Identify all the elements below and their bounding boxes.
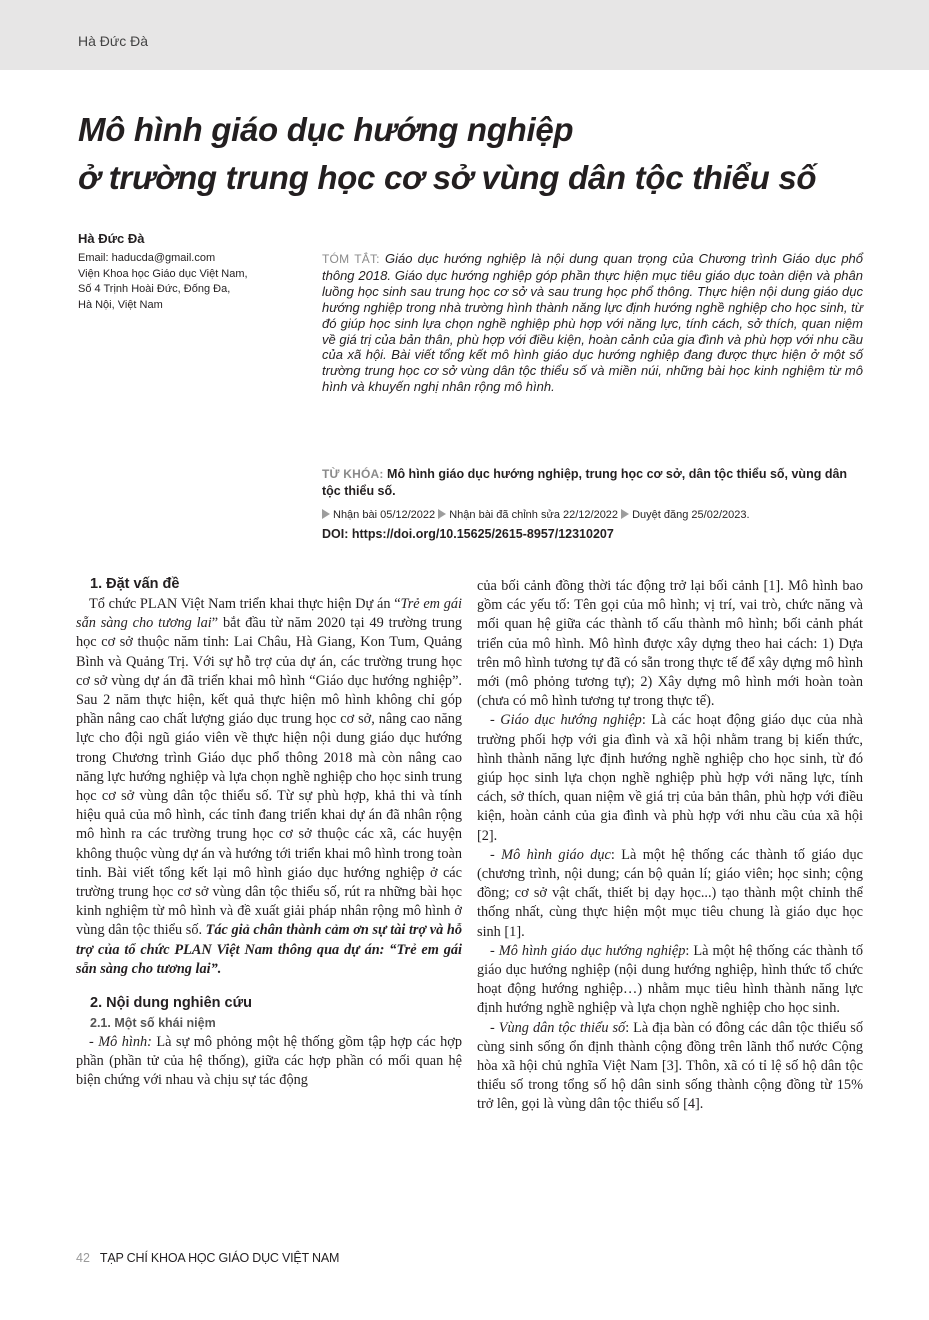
article-dates — [322, 508, 882, 522]
intro-paragraph — [76, 595, 462, 979]
term: - Vùng dân tộc thiểu số — [490, 1019, 626, 1036]
author-email: Email: haducda@gmail.com — [78, 252, 216, 264]
definition-career-education — [477, 711, 863, 845]
intro-text: ” bắt đầu từ năm 2020 tại 49 trường trung học cơ sở thuộc năm tỉnh: Lai Châu, Hà Giang, Kon Tum, Quảng Bình và Quảng Trị. Với sự hỗ trợ của dự án, các trường trung học cơ sở vùng dự án đã triển khai mô hình “Giáo dục hướng nghiệp”. Sau 2 năm thực hiện, kết quả thực hiện mô hình không chỉ góp phần nâng cao chất lượng giáo dục trung học cơ sở, nâng cao năng lực cho đội ngũ giáo viên về thực hiện nội dung giáo dục hướng trong Chương trình Giáo dục phổ thông 2018 mà còn nâng cao năng lực hướng nghiệp và lựa chọn nghề nghiệp cho học sinh trung học cơ sở vùng dân tộc thiểu số. Từ sự phù hợp, khả thi và tính hiệu quả của mô hình, các tỉnh đang triển khai dự án đã nhân rộng mô hình ra các trường trung học cơ sở thuộc các xã, các huyện không thuộc vùng dự án và hướng tới triển khai mô hình trong toàn tỉnh. Bài viết tổng kết lại mô hình giáo dục hướng nghiệp ở các trường trung học cơ sở vùng dân tộc thiểu số, rút ra những bài học kinh nghiệm từ mô hình và đề xuất giải pháp nhân rộng mô hình ở vùng dân tộc thiểu số. — [76, 615, 463, 939]
date-revised: Nhận bài đã chỉnh sửa 22/12/2022 — [449, 509, 619, 521]
definition-text: : Là các hoạt động giáo dục của nhà trường phối hợp với gia đình và xã hội nhằm trang bị kiến thức, hình thành năng lực định hướng nghề nghiệp cho học sinh, từ đó giúp học sinh lựa chọn nghề nghiệp phù hợp với năng lực, tính cách, sở thích, quan niệm về giá trị của bản thân, phù hợp với điều kiện, hoàn cảnh của gia đình và phù hợp với nhu cầu của xã hội [2]. — [477, 712, 863, 844]
date-accepted: Duyệt đăng 25/02/2023. — [632, 509, 750, 521]
doi-link[interactable]: DOI: https://doi.org/10.15625/2615-8957/12310207 — [322, 527, 614, 541]
abstract-label: TÓM TẮT: — [322, 252, 380, 266]
acknowledgement: Tác giả chân thành cảm ơn sự tài trợ và hỗ trợ của tổ chức PLAN Việt Nam thông qua dự án: “Trẻ em gái sẵn sàng cho tương lai”. — [76, 922, 462, 977]
term: - Giáo dục hướng nghiệp — [490, 712, 642, 729]
definition-ethnic-area — [477, 1019, 863, 1115]
author-affiliation-line: Hà Nội, Việt Nam — [78, 298, 163, 311]
arrow-right-icon — [322, 509, 330, 519]
definition-education-model — [477, 846, 863, 942]
term: - Mô hình: — [89, 1034, 152, 1051]
section-heading-2: 2. Nội dung nghiên cứu — [90, 995, 252, 1012]
title-line-2: ở trường trung học cơ sở vùng dân tộc thiểu số — [78, 159, 817, 196]
keywords-text: Mô hình giáo dục hướng nghiệp, trung học cơ sở, dân tộc thiểu số, vùng dân tộc thiểu số. — [322, 467, 848, 498]
arrow-right-icon — [621, 509, 629, 519]
author-affiliation-line: Số 4 Trịnh Hoài Đức, Đống Đa, — [78, 283, 231, 295]
term: - Mô hình giáo dục hướng nghiệp — [490, 942, 686, 959]
author-affiliation-line: Viện Khoa học Giáo dục Việt Nam, — [78, 267, 248, 280]
date-received: Nhận bài 05/12/2022 — [333, 509, 436, 521]
subsection-heading: 2.1. Một số khái niệm — [90, 1016, 216, 1031]
keywords-label: TỪ KHÓA: — [322, 467, 384, 481]
abstract-text: Giáo dục hướng nghiệp là nội dung quan trọng của Chương trình Giáo dục phổ thông 2018. Giáo dục hướng nghiệp góp phần thực hiện mục tiêu giáo dục toàn diện và phân luồng học sinh sau trung học cơ sở và sau trung học phổ thông. Thực hiện nội dung giáo dục hướng nghiệp trong nhà trường hình thành năng lực định hướng nghề nghiệp cho học sinh, từ đó giúp học sinh lựa chọn nghề nghiệp phù hợp với năng lực, tính cách, sở thích, quan niệm về giá trị của bản thân, phù hợp với điều kiện, hoàn cảnh của gia đình và phù hợp với nhu cầu của xã hội. Bài viết tổng kết mô hình giáo dục hướng nghiệp đang được thực hiện ở một số trường trung học cơ sở vùng dân tộc thiểu số và miền núi, những bài học kinh nghiệm từ mô hình và khuyến nghị nhân rộng mô hình. — [322, 251, 864, 395]
continued-paragraph: của bối cảnh đồng thời tác động trở lại bối cảnh [1]. Mô hình bao gồm các yếu tố: Tên gọi của mô hình; vị trí, vai trò, chức năng và mối quan hệ giữa các thành tố cấu thành mô hình; bối cảnh phát triển của mô hình. Mô hình được xây dựng theo hai cách: 1) Dựa trên mô hình tương tự đã có sẵn trong thực tế để xây dựng mô hình mới (mô phỏng tương tự); 2) Xây dựng mô hình mới hoàn toàn (chưa có mô hình tương tự trong thực tế). — [477, 578, 863, 710]
keywords — [322, 466, 863, 500]
intro-text: Tổ chức PLAN Việt Nam triển khai thực hiện Dự án “ — [89, 596, 401, 612]
running-head: Hà Đức Đà — [78, 33, 149, 49]
definition-model — [76, 1033, 462, 1091]
page-footer — [76, 1251, 339, 1265]
author-info — [78, 251, 298, 313]
definition-text: : Là địa bàn có đông các dân tộc thiểu số cùng sinh sống ổn định thành cộng đồng trên lãnh thổ nước Cộng hòa xã hội chủ nghĩa Việt Nam [3]. Thôn, xã có tỉ lệ số hộ dân tộc thiểu số trong tổng số hộ dân sinh sống thành cộng đồng từ 15% trở lên, gọi là vùng dân tộc thiểu số [4]. — [477, 1019, 863, 1113]
arrow-right-icon — [438, 509, 446, 519]
term: - Mô hình giáo dục — [490, 846, 611, 863]
section-heading-1: 1. Đặt vấn đề — [90, 576, 180, 592]
abstract — [322, 251, 863, 395]
title-line-1: Mô hình giáo dục hướng nghiệp — [78, 111, 574, 148]
definition-text: Là sự mô phỏng một hệ thống gồm tập hợp các hợp phần (phần tử của hệ thống), giữa các hợp phần có mối quan hệ biện chứng với nhau và chịu sự tác động — [76, 1034, 462, 1089]
page-number: 42 — [76, 1251, 90, 1265]
left-column — [76, 574, 462, 1091]
journal-name: TẠP CHÍ KHOA HỌC GIÁO DỤC VIỆT NAM — [99, 1251, 340, 1265]
definition-text: : Là một hệ thống các thành tố giáo dục hướng nghiệp (nội dung hướng nghiệp, hình thức tổ chức hoạt động hướng nghiệp…) nhằm mục tiêu hình thành năng lực định hướng nghề nghiệp và lựa chọn nghề nghiệp cho học sinh. — [477, 942, 863, 1017]
author-name: Hà Đức Đà — [78, 231, 145, 246]
project-name: Trẻ em gái sẵn sàng cho tương lai — [76, 596, 462, 632]
definition-text: : Là một hệ thống các thành tố giáo dục (chương trình, nội dung; cán bộ quản lí; giáo viên; học sinh; cộng đồng; cơ sở vật chất, thiết bị dạy học...) tạo thành một chỉnh thể thống nhất, cùng thực hiện một mục tiêu chung là giáo dục học sinh [1]. — [477, 846, 863, 940]
definition-career-model — [477, 942, 863, 1019]
article-title — [78, 106, 878, 202]
right-column — [477, 577, 863, 1115]
